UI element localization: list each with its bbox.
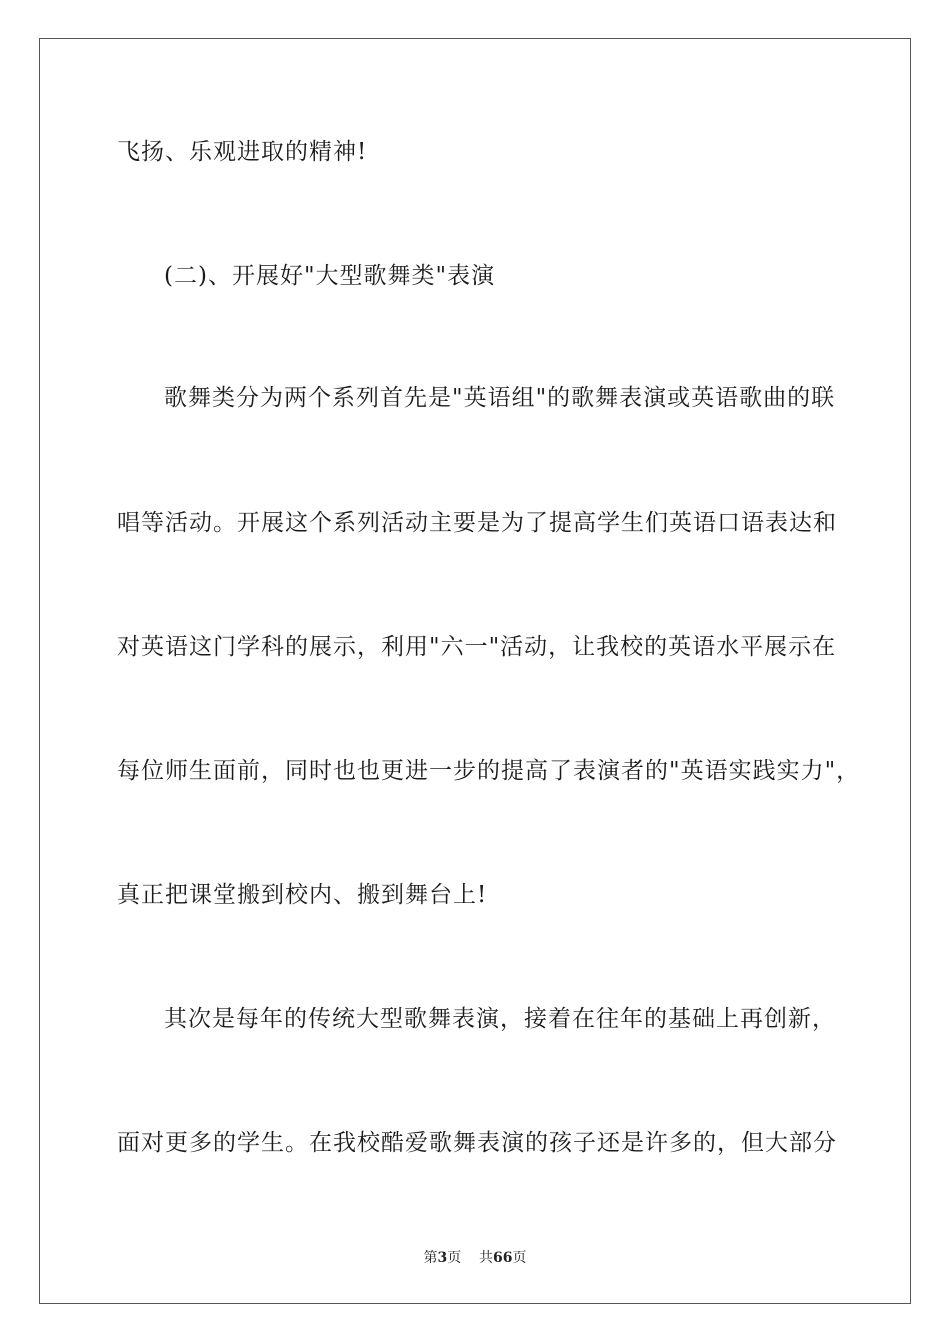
page-border <box>39 38 911 1304</box>
footer-page-number: 3 <box>437 1250 448 1266</box>
footer-page-prefix: 第 <box>423 1250 438 1266</box>
footer-total-suffix: 页 <box>512 1250 527 1266</box>
section-heading: (二)、开展好"大型歌舞类"表演 <box>164 263 496 289</box>
text-line-4: 唱等活动。开展这个系列活动主要是为了提高学生们英语口语表达和 <box>117 510 837 536</box>
text-line-9: 面对更多的学生。在我校酷爱歌舞表演的孩子还是许多的，但大部分 <box>117 1130 837 1156</box>
footer-page-suffix: 页 <box>447 1250 462 1266</box>
footer-total-prefix: 共 <box>479 1250 494 1266</box>
footer-total-pages: 66 <box>493 1250 513 1266</box>
text-line-5: 对英语这门学科的展示，利用"六一"活动，让我校的英语水平展示在 <box>117 634 837 660</box>
text-line-8: 其次是每年的传统大型歌舞表演，接着在往年的基础上再创新， <box>164 1006 836 1032</box>
text-line-6: 每位师生面前，同时也也更进一步的提高了表演者的"英语实践实力"， <box>117 758 861 784</box>
page-footer <box>0 1248 950 1268</box>
text-line-1: 飞扬、乐观进取的精神! <box>117 139 368 165</box>
text-line-3: 歌舞类分为两个系列首先是"英语组"的歌舞表演或英语歌曲的联 <box>164 385 836 411</box>
text-line-7: 真正把课堂搬到校内、搬到舞台上! <box>117 882 488 908</box>
